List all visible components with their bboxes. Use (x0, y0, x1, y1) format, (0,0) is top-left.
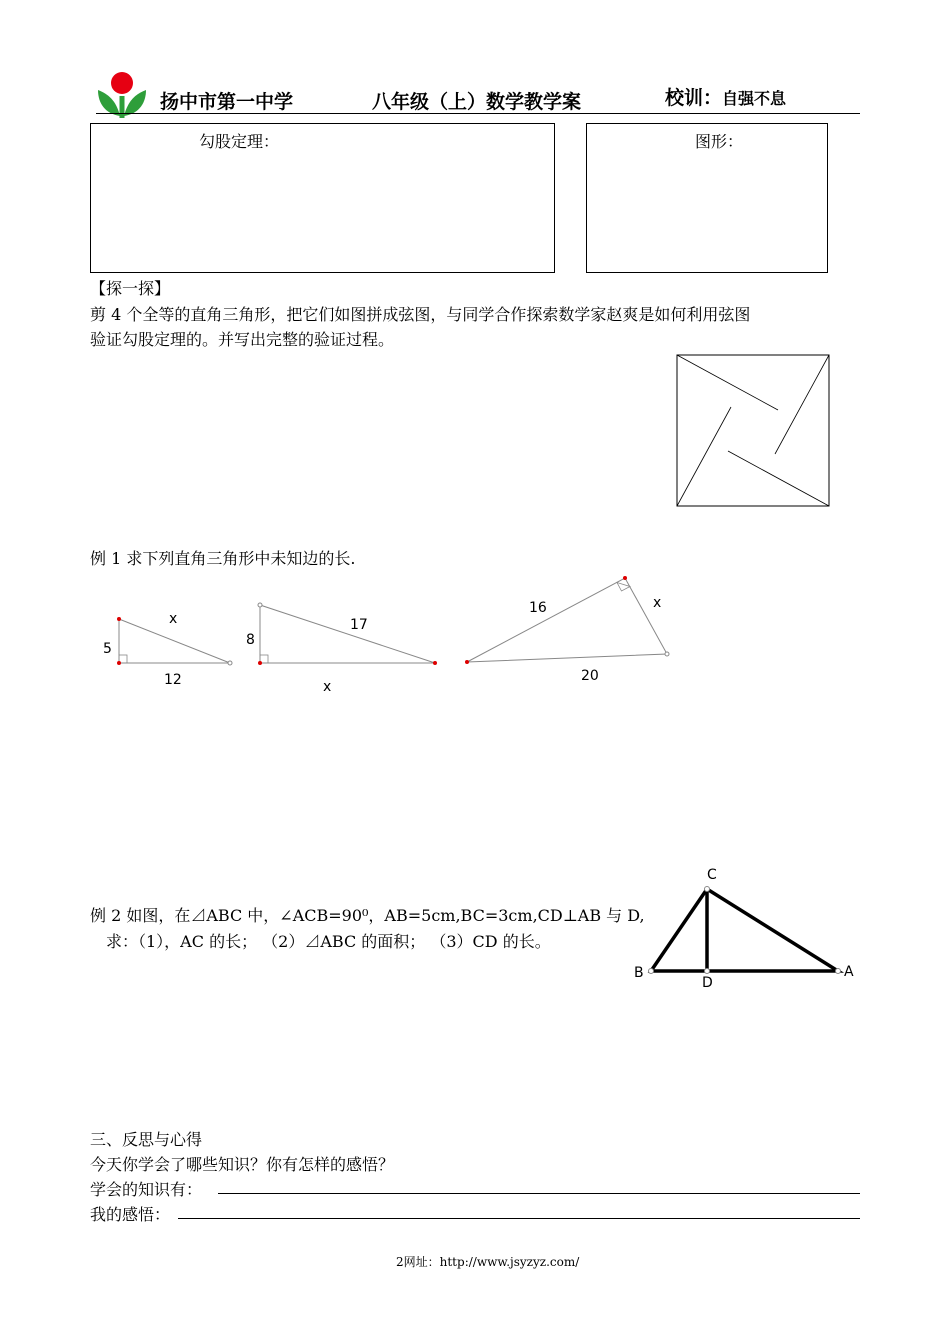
reflection-question: 今天你学会了哪些知识？你有怎样的感悟？ (90, 1155, 395, 1174)
chord-line-1 (677, 355, 778, 410)
example1-triangles (90, 565, 690, 705)
footer-url: 2网址：http://www.jsyzyz.com/ (396, 1255, 580, 1269)
tri3-right-label: x (653, 595, 662, 611)
motto-text: 自强不息 (722, 89, 787, 108)
example2-line-2: 求：（1），AC 的长； （2）⊿ABC 的面积； （3）CD 的长。 (106, 932, 551, 951)
learned-answer-line[interactable] (218, 1193, 860, 1194)
figure-box[interactable] (586, 123, 828, 273)
tri2-hyp-label: 17 (350, 617, 368, 633)
tri1-left-label: 5 (103, 641, 112, 657)
triangle-3 (465, 576, 669, 684)
label-b: B (634, 965, 644, 981)
school-name: 扬中市第一中学 (160, 91, 294, 113)
triangle-1 (103, 611, 232, 688)
explore-line-2: 验证勾股定理的。并写出完整的验证过程。 (90, 330, 395, 349)
label-a: A (844, 964, 854, 980)
label-c: C (707, 867, 717, 883)
vertex-dot (623, 576, 627, 580)
header-rule (96, 113, 860, 114)
outer-square (677, 355, 829, 506)
example2-triangle (630, 862, 860, 992)
vertex-dot (665, 652, 669, 656)
motto (665, 83, 786, 110)
learned-label: 学会的知识有： (90, 1180, 203, 1199)
vertex-dot (258, 603, 262, 607)
explore-line-1: 剪 4 个全等的直角三角形，把它们如图拼成弦图，与同学合作探索数学家赵爽是如何利用弦图 (90, 305, 751, 324)
tri2-left-label: 8 (246, 632, 255, 648)
chord-line-4 (677, 407, 731, 506)
theorem-label: 勾股定理： (199, 132, 280, 151)
chord-line-2 (775, 355, 829, 454)
reflection-heading: 三、反思与心得 (90, 1130, 203, 1149)
vertex-dot (117, 661, 121, 665)
tri3-left-label: 16 (529, 600, 547, 616)
vertex-dot (258, 661, 262, 665)
triangle-2 (246, 603, 437, 695)
tri3-bottom-label: 20 (581, 668, 599, 684)
feeling-answer-line[interactable] (178, 1218, 860, 1219)
motto-label: 校训： (665, 87, 723, 109)
explore-heading: 【探一探】 (90, 279, 171, 298)
chord-line-3 (728, 451, 829, 506)
label-d: D (702, 975, 713, 991)
figure-label: 图形： (695, 132, 744, 151)
feeling-label: 我的感悟： (90, 1205, 171, 1224)
tri1-hyp-label: x (169, 611, 178, 627)
tri1-bottom-label: 12 (164, 672, 182, 688)
logo-stem (120, 96, 125, 118)
chord-diagram (676, 354, 831, 508)
vertex-dot (465, 660, 469, 664)
doc-title: 八年级（上）数学教学案 (372, 91, 582, 113)
tri2-bottom-label: x (323, 679, 332, 695)
logo-red-sun (111, 72, 133, 94)
vertex-dot (433, 661, 437, 665)
example2-line-1: 例 2 如图，在⊿ABC 中，∠ACB=90⁰，AB=5cm,BC=3cm,CD⊥AB 与 D, (90, 906, 645, 925)
vertex-dot (228, 661, 232, 665)
example1-text: 例 1 求下列直角三角形中未知边的长. (90, 549, 356, 568)
vertex-dot (117, 617, 121, 621)
theorem-box[interactable] (90, 123, 555, 273)
triangle-abc (651, 889, 838, 971)
